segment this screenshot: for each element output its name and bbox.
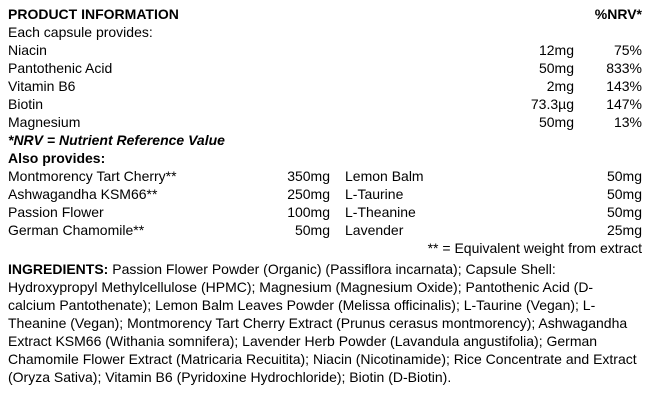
ingredients-label: INGREDIENTS: — [8, 261, 109, 277]
ingredients-text: Passion Flower Powder (Organic) (Passiflora incarnata); Capsule Shell: Hydroxypropyl Methylcellulose (HPMC); Magnesium (Magnesium Oxide); Pantothenic Acid (D-calcium Pantothenate); Lemon Balm Leaves Powder (Melissa officinalis); L-Taurine (Vegan); L-Theanine (Vegan); Montmorency Tart Cherry Extract (Prunus cerasus montmorency); Ashwagandha Extract KSM66 (Withania somnifera); Lavender Herb Powder (Lavandula angustifolia); German Chamomile Flower Extract (Matricaria Recuitita); Niacin (Nicotinamide); Rice Concentrate and Extract (Oryza Sativa); Vitamin B6 (Pyridoxine Hydrochloride); Biotin (D-Biotin). — [8, 261, 637, 385]
nutrient-amount: 50mg — [538, 60, 574, 76]
extract-name: L-Taurine — [345, 186, 404, 202]
nutrient-nrv: 75% — [613, 42, 642, 58]
extract-amount: 50mg — [606, 186, 642, 202]
nutrient-amount: 2mg — [546, 78, 574, 94]
nutrient-name: Niacin — [8, 42, 47, 58]
extract-amount: 50mg — [606, 204, 642, 220]
ingredients-paragraph — [8, 260, 640, 386]
section-title: PRODUCT INFORMATION — [8, 6, 179, 22]
extract-name: L-Theanine — [345, 204, 416, 220]
nutrient-amount: 12mg — [538, 42, 574, 58]
intro-text: Each capsule provides: — [8, 24, 153, 40]
extract-name: Passion Flower — [8, 204, 104, 220]
nutrient-name: Biotin — [8, 96, 44, 112]
nutrient-nrv: 143% — [606, 78, 642, 94]
extract-amount: 250mg — [287, 186, 330, 202]
nutrient-amount: 73.3µg — [530, 96, 574, 112]
extract-name: Ashwagandha KSM66** — [8, 186, 158, 202]
nrv-footnote: *NRV = Nutrient Reference Value — [8, 132, 225, 148]
nutrient-name: Pantothenic Acid — [8, 60, 113, 76]
extract-name: Lemon Balm — [345, 168, 424, 184]
extract-amount: 50mg — [294, 222, 330, 238]
extract-amount: 350mg — [287, 168, 330, 184]
extract-amount: 25mg — [606, 222, 642, 238]
extract-amount: 50mg — [606, 168, 642, 184]
extract-amount: 100mg — [287, 204, 330, 220]
nutrient-amount: 50mg — [538, 114, 574, 130]
nutrient-nrv: 833% — [606, 60, 642, 76]
nutrient-name: Magnesium — [8, 114, 81, 130]
nutrient-nrv: 13% — [613, 114, 642, 130]
extract-name: Montmorency Tart Cherry** — [8, 168, 177, 184]
also-provides-heading: Also provides: — [8, 150, 106, 166]
equivalent-weight-footnote: ** = Equivalent weight from extract — [427, 240, 642, 256]
extract-name: Lavender — [345, 222, 404, 238]
nutrient-nrv: 147% — [606, 96, 642, 112]
nutrient-name: Vitamin B6 — [8, 78, 76, 94]
extract-name: German Chamomile** — [8, 222, 145, 238]
nrv-column-header: %NRV* — [594, 6, 642, 22]
